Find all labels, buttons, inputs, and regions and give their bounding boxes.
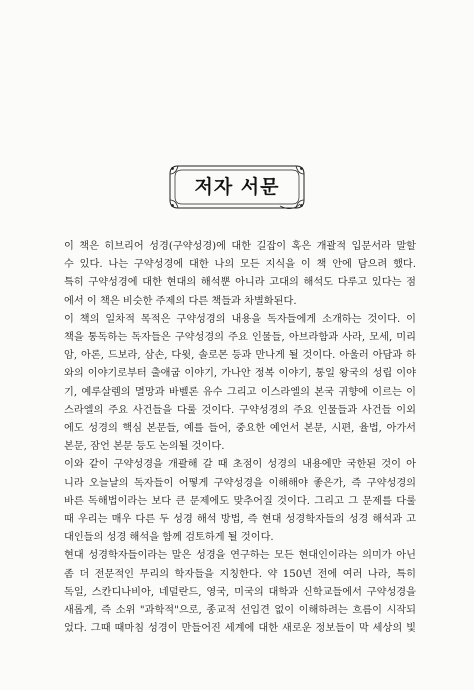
text-line: 책을 통독하는 독자들은 구약성경의 주요 인물들, 아브라함과 사라, 모세, 미리 [64, 332, 416, 344]
text-line: 었다. 그때 때마침 성경이 만들어진 세계에 대한 새로운 정보들이 막 세상의 빛 [64, 623, 416, 635]
text-line: 현대 성경학자들이라는 말은 성경을 연구하는 모든 현대인이라는 의미가 아닌 [64, 550, 416, 562]
paragraph-3 [64, 456, 416, 547]
text-line: 와의 이야기로부터 출애굽 이야기, 가나안 정복 이야기, 통일 왕국의 성립 이야 [64, 368, 416, 380]
text-line: 에도 성경의 핵심 본문들, 예를 들어, 중요한 예언서 본문, 시편, 율법, 아가서 [64, 423, 416, 435]
text-line: 새롭게, 즉 소위 "과학적"으로, 종교적 선입견 없이 이해하려는 흐름이 시작되 [64, 605, 416, 617]
text-line: 수 있다. 나는 구약성경에 대한 나의 모든 지식을 이 책 안에 담으려 했다. [64, 259, 416, 271]
text-line: 좀 더 전문적인 무리의 학자들을 지칭한다. 약 150년 전에 여러 나라, 특히 [64, 568, 416, 580]
text-line: 대인들의 성경 해석을 함께 검토하게 될 것이다. [64, 532, 274, 544]
text-line: 때 우리는 매우 다른 두 성경 해석 방법, 즉 현대 성경학자들의 성경 해석과 고 [64, 514, 416, 526]
text-line: 특히 구약성경에 대한 현대의 해석뿐 아니라 고대의 해석도 다루고 있다는 점 [64, 277, 416, 289]
text-line: 에서 이 책은 비슷한 주제의 다른 책들과 차별화된다. [64, 295, 297, 307]
text-line: 독일, 스칸디나비아, 네덜란드, 영국, 미국의 대학과 신학교들에서 구약성경을 [64, 586, 416, 598]
text-line: 이 책의 일차적 목적은 구약성경의 내용을 독자들에게 소개하는 것이다. 이 [64, 313, 416, 325]
text-line: 암, 아론, 드보라, 삼손, 다윗, 솔로몬 등과 만나게 될 것이다. 아울러 아담과 하 [64, 350, 416, 362]
text-line: 이 책은 히브리어 성경(구약성경)에 대한 길잡이 혹은 개괄적 입문서라 말할 [64, 241, 416, 252]
page-title: 저자 서문 [194, 176, 280, 198]
text-line: 이와 같이 구약성경을 개괄해 갈 때 초점이 성경의 내용에만 국한된 것이 아 [64, 459, 416, 471]
text-line: 니라 오늘날의 독자들이 어떻게 구약성경을 이해해야 좋은가, 즉 구약성경의 [64, 477, 416, 489]
paragraph-2 [64, 311, 416, 457]
text-line: 스라엘의 주요 사건들을 다룰 것이다. 구약성경의 주요 인물들과 사건들 이외 [64, 404, 416, 416]
text-line: 바른 독해법이라는 보다 큰 문제에도 맞추어질 것이다. 그리고 그 문제를 다룰 [64, 495, 416, 507]
text-line: 본문, 잠언 본문 등도 논의될 것이다. [64, 441, 225, 453]
paragraph-1 [64, 238, 416, 311]
paragraph-4 [64, 547, 416, 638]
text-line: 기, 예루살렘의 멸망과 바벨론 유수 그리고 이스라엘의 본국 귀향에 이르는 이 [64, 386, 416, 398]
preface-body [64, 238, 416, 638]
title-ornament-frame [168, 164, 306, 210]
